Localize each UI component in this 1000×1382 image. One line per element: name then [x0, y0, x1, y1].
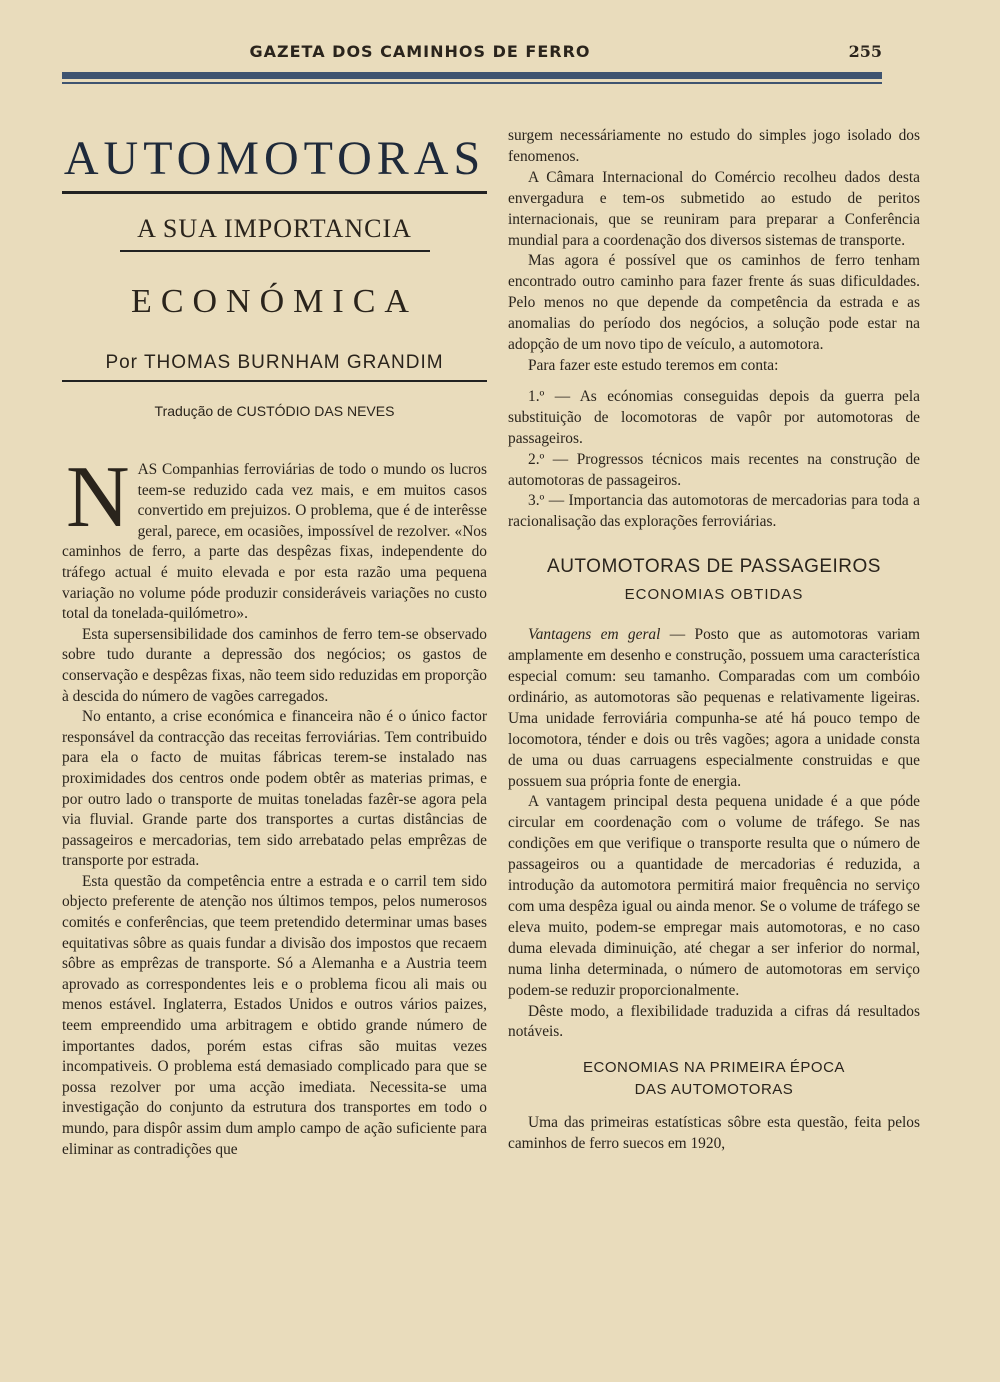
list-item: 1.º — As ecónomias conseguidas depois da guerra pela substituição de locomotoras de vapôr por automotoras de passageiros. — [508, 387, 920, 447]
italic-lead: Vantagens em geral — [528, 626, 661, 644]
list-item: 2.º — Progressos técnicos mais recentes na construção de automotoras de passageiros. — [508, 450, 920, 489]
paragraph: Dêste modo, a flexibilidade traduzida a cifras dá resultados notáveis. — [508, 1002, 920, 1041]
article-translator: Tradução de CUSTÓDIO DAS NEVES — [154, 403, 395, 419]
paragraph — [508, 625, 920, 792]
article-subtitle-line1: A SUA IMPORTANCIA — [137, 214, 412, 243]
paragraph: Esta questão da competência entre a estrada e o carril tem sido objecto preferente de atenção nos últimos tempos, pelos numerosos comités e conferências, que teem pretendido determinar umas bases equitativas sôbre as quais fundar a divisão dos impostos que recaem sôbre as emprêzas de transporte. Só a Alemanha e a Austria teem aprovado as correspondentes leis e o problema ficou ali mais ou menos estável. Inglaterra, Estados Unidos e outros vários paizes, teem empreendido uma arbitragem e obtido grande número de importantes dados, porém estas cifras são muitas vezes incompativeis. O problema está demasiado complicado para que se possa rezolver por uma acção imediata. Necessita-se uma investigação do conjunto da estrutura dos transportes em todo o mundo, para dispôr assim dum amplo campo de ação suficiente para eliminar as contradições que — [62, 872, 487, 1158]
section-heading-2 — [508, 1057, 920, 1101]
left-body-text — [62, 449, 487, 1160]
drop-cap: N — [66, 449, 130, 546]
paragraph: A Câmara Internacional do Comércio recolheu dados desta envergadura e tem-os submetido ao estudo de peritos internacionais, que se reuniram para preparar a Conferência mundial para a coordenação dos diversos sistemas de transporte. — [508, 168, 920, 249]
page-number: 255 — [848, 42, 882, 61]
paragraph-text: — Posto que as automotoras variam amplamente em desenho e construção, possuem uma característica especial comum: seu tamanho. Comparadas com um combóio ordinário, as automotoras são pequenas e relativamente ligeiras. Uma unidade ferroviária compunha-se até há pouco tempo de locomotora, ténder e dois ou três vagões; agora a unidade consta de uma ou duas carruagens especialmente construidas e que possuem sua própria fonte de energia. — [508, 626, 921, 790]
paragraph — [62, 449, 487, 625]
paragraph: No entanto, a crise económica e financeira não é o único factor responsável da contracção das receitas ferroviárias. Tem contribuido para ela o facto de muitas fábricas terem-se instalado nas proximidades dos centros onde podem obtêr as materias primas, e por outro lado o transporte de muitas toneladas fazêr-se agora pela via fluvial. Grande parte dos transportes a curtas distâncias de passageiros e mercadorias, tem sido arrebatado pelas emprêzas de transporte por estrada. — [62, 708, 487, 870]
journal-title: GAZETA DOS CAMINHOS DE FERRO — [249, 42, 591, 61]
section-subheading: ECONOMIAS OBTIDAS — [624, 586, 804, 604]
paragraph: Mas agora é possível que os caminhos de ferro tenham encontrado outro caminho para fazer frente ás suas dificuldades. Pelo menos no que depende da competência da estrada e as anomalias do período dos negócios, a solução pode estar na adopção de um novo tipo de veículo, a automotora. — [508, 252, 920, 354]
spacer — [508, 377, 920, 387]
title-underline — [62, 191, 487, 194]
article-author: Por THOMAS BURNHAM GRANDIM — [105, 352, 444, 373]
article-subtitle-line2: ECONÓMICA — [131, 283, 418, 320]
header-rule-thin — [62, 82, 882, 84]
author-underline — [62, 380, 487, 382]
right-column — [508, 126, 920, 1155]
running-header — [62, 42, 882, 66]
section-heading-2-line2: DAS AUTOMOTORAS — [634, 1081, 794, 1099]
section-heading: AUTOMOTORAS DE PASSAGEIROS — [547, 556, 881, 578]
section-heading-2-line1: ECONOMIAS NA PRIMEIRA ÉPOCA — [583, 1059, 845, 1077]
left-column — [62, 125, 487, 1160]
article-title: AUTOMOTORAS — [63, 132, 486, 185]
paragraph: A vantagem principal desta pequena unidade é a que póde circular em coordenação com o volume de tráfego. Se nas condições em que verifique o transporte resulta que o número de passageiros ou a quantidade de mercadorias é reduzida, a introdução da automotora permitirá maior frequência no serviço com uma despêza igual ou ainda menor. Se o volume de tráfego se eleva muito, podem-se empregar mais automotoras, e no caso duma elevada diminuição, até chegar a ser inferior do normal, numa linha determinada, o número de automotoras em serviço podem-se reduzir proporcionalmente. — [508, 793, 920, 999]
paragraph: Uma das primeiras estatísticas sôbre esta questão, feita pelos caminhos de ferro suecos em 1920, — [508, 1114, 920, 1153]
paragraph: Esta supersensibilidade dos caminhos de ferro tem-se observado sobre tudo durante a depressão dos negócios; os gastos de conservação e despêzas fixas, não teem sido reduzidas em proporção à descida do número de vagões carregados. — [62, 625, 487, 705]
list-item: 3.º — Importancia das automotoras de mercadorias para toda a racionalisação das explorações ferroviárias. — [508, 492, 920, 531]
header-rule-thick — [62, 72, 882, 79]
paragraph: Para fazer este estudo teremos em conta: — [528, 356, 779, 374]
paragraph-text: AS Companhias ferroviárias de todo o mundo os lucros teem-se reduzido cada vez mais, e em muitos casos convertido em prejuizos. O problema, que é de interêsse geral, parece, em ocasiões, impossível de rezolver. «Nos caminhos de ferro, a parte das despêzas fixas, independente do tráfego actual é muito elevada e por esta razão uma pequena variação no volume póde produzir consideráveis variações no custo total da tonelada-quilómetro». — [62, 461, 487, 623]
subtitle-underline — [120, 250, 430, 252]
paragraph: surgem necessáriamente no estudo do simples jogo isolado dos fenomenos. — [508, 127, 920, 165]
